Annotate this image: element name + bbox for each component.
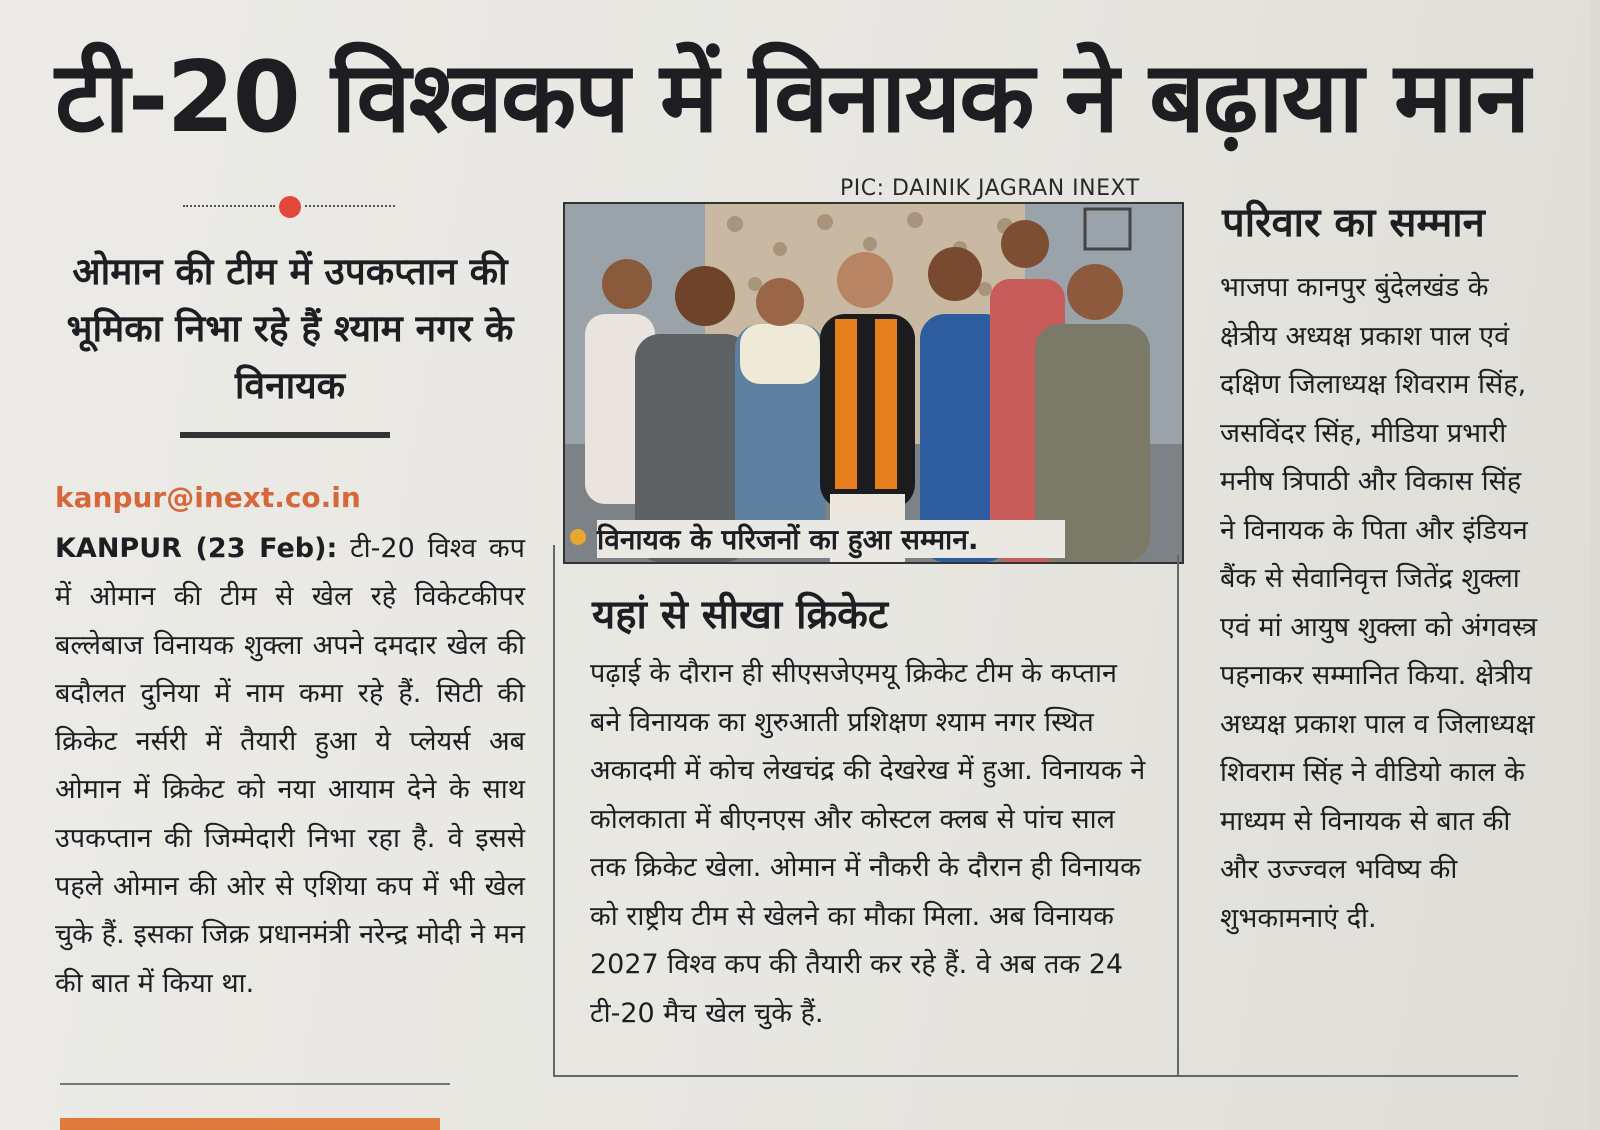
center-article-body: पढ़ाई के दौरान ही सीएसजेएमयू क्रिकेट टीम के कप्तान बने विनायक का शुरुआती प्रशिक्षण श्याम नगर स्थित अकादमी में कोच लेखचंद्र की देखरेख में हुआ. विनायक ने कोलकाता में बीएनएस और कोस्टल क्लब से पांच साल तक क्रिकेट खेला. ओमान में नौकरी के दौरान ही विनायक को राष्ट्रीय टीम से खेलने का मौका मिला. अब विनायक 2027 विश्व कप की तैयारी कर रहे हैं. वे अब तक 24 टी-20 मैच खेल चुके हैं. bbox=[590, 658, 1146, 1029]
ornament-dot bbox=[279, 196, 301, 218]
left-body-text: टी-20 विश्व कप में ओमान की टीम से खेल रहे विकेटकीपर बल्लेबाज विनायक शुक्ला अपने दमदार खेल की बदौलत दुनिया में नाम कमा रहे हैं. सिटी की क्रिकेट नर्सरी में तैयारी हुआ ये प्लेयर्स अब ओमान में क्रिकेट को नया आयाम देने के साथ उपकप्तान की जिम्मेदारी निभा रहा है. वे इससे पहले ओमान की ओर से एशिया कप में भी खेल चुके हैं. इसका जिक्र प्रधानमंत्री नरेन्द्र मोदी ने मन की बात में किया था. bbox=[55, 533, 525, 999]
page-edge bbox=[1590, 0, 1600, 1130]
orange-bar bbox=[60, 1118, 440, 1130]
dateline: KANPUR (23 Feb): bbox=[55, 533, 338, 564]
right-section-heading: परिवार का सम्मान bbox=[1222, 200, 1485, 246]
ornament-line-right bbox=[305, 205, 395, 207]
reporter-email: kanpur@inext.co.in bbox=[55, 481, 361, 514]
columns-bottom-rule bbox=[553, 1075, 1518, 1077]
subhead-rule bbox=[180, 432, 390, 438]
headline: टी-20 विश्वकप में विनायक ने बढ़ाया मान bbox=[55, 41, 1529, 155]
news-photo bbox=[563, 202, 1184, 564]
right-article-body: भाजपा कानपुर बुंदेलखंड के क्षेत्रीय अध्यक्ष प्रकाश पाल एवं दक्षिण जिलाध्यक्ष शिवराम सिंह, जसविंदर सिंह, मीडिया प्रभारी मनीष त्रिपाठी और विकास सिंह ने विनायक के पिता और इंडियन बैंक से सेवानिवृत्त जितेंद्र शुक्ला एवं मां आयुष शुक्ला को अंगवस्त्र पहनाकर सम्मानित किया. क्षेत्रीय अध्यक्ष प्रकाश पाल व जिलाध्यक्ष शिवराम सिंह ने वीडियो काल के माध्यम से विनायक से बात की और उज्ज्वल भविष्य की शुभकामनाएं दी. bbox=[1220, 272, 1538, 934]
photo-credit: PIC: DAINIK JAGRAN INEXT bbox=[840, 176, 1140, 201]
left-bottom-rule bbox=[60, 1083, 450, 1085]
center-section-heading: यहां से सीखा क्रिकेट bbox=[592, 592, 889, 638]
column-divider-left bbox=[553, 545, 555, 1077]
caption-bullet bbox=[570, 529, 586, 545]
left-article-body bbox=[55, 525, 525, 1008]
ornament-divider bbox=[183, 196, 395, 216]
ornament-line-left bbox=[183, 205, 275, 207]
subhead: ओमान की टीम में उपकप्तान की भूमिका निभा रहे हैं श्याम नगर के विनायक bbox=[66, 250, 514, 407]
photo-illustration bbox=[565, 204, 1182, 562]
photo-caption: विनायक के परिजनों का हुआ सम्मान. bbox=[597, 520, 1065, 558]
column-divider-right bbox=[1177, 555, 1179, 1075]
